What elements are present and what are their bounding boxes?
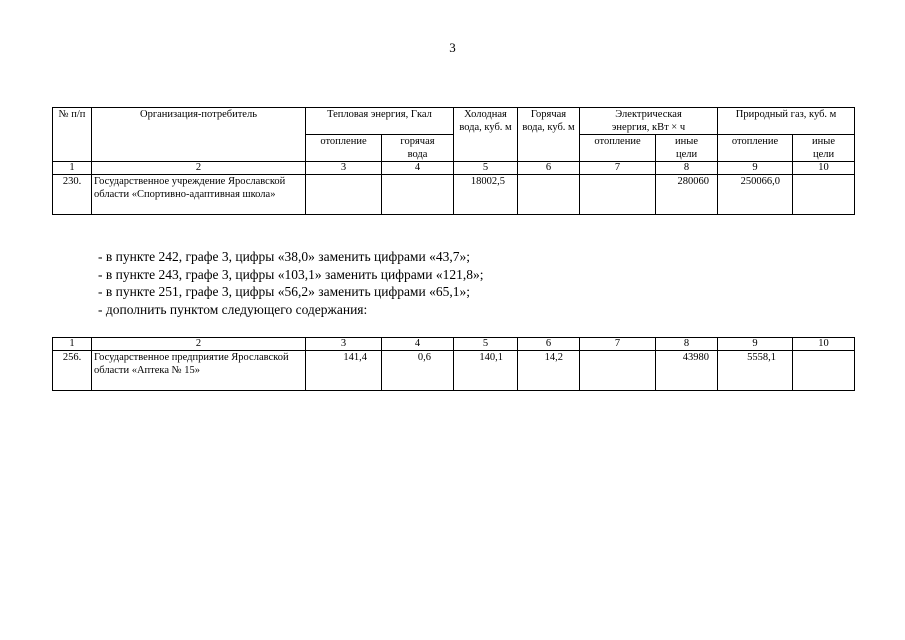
header-organization: Организация-потребитель bbox=[92, 108, 306, 162]
col-number: 6 bbox=[518, 162, 580, 175]
col-number: 10 bbox=[793, 162, 855, 175]
col-number: 5 bbox=[454, 162, 518, 175]
col-number: 7 bbox=[580, 162, 656, 175]
table-row bbox=[53, 351, 855, 391]
cell-heat-hot-water bbox=[382, 175, 454, 215]
addition-table bbox=[52, 337, 855, 391]
row-organization: Государственное учреждение Ярославской области «Спортивно-адаптивная школа» bbox=[92, 175, 306, 215]
cell-gas-other bbox=[793, 351, 855, 391]
row-organization: Государственное предприятие Ярославской области «Аптека № 15» bbox=[92, 351, 306, 391]
amendment-line: - дополнить пунктом следующего содержания: bbox=[98, 301, 368, 317]
header-cold-water: Холодная вода, куб. м bbox=[454, 108, 518, 162]
col-number: 9 bbox=[718, 162, 793, 175]
col-number: 2 bbox=[92, 338, 306, 351]
column-number-row bbox=[53, 162, 855, 175]
col-number: 3 bbox=[306, 162, 382, 175]
header-electric-other: иные цели bbox=[656, 135, 718, 162]
col-number: 6 bbox=[518, 338, 580, 351]
col-number: 1 bbox=[53, 338, 92, 351]
col-number: 2 bbox=[92, 162, 306, 175]
col-number: 1 bbox=[53, 162, 92, 175]
cell-cold-water: 140,1 bbox=[454, 351, 518, 391]
row-number: 230. bbox=[53, 175, 92, 215]
col-number: 4 bbox=[382, 162, 454, 175]
header-gas-heating: отопление bbox=[718, 135, 793, 162]
header-natural-gas: Природный газ, куб. м bbox=[718, 108, 855, 135]
cell-heat-hot-water: 0,6 bbox=[382, 351, 454, 391]
cell-electric-other: 280060 bbox=[656, 175, 718, 215]
column-number-row bbox=[53, 338, 855, 351]
col-number: 3 bbox=[306, 338, 382, 351]
header-electric-energy: Электрическая энергия, кВт × ч bbox=[580, 108, 718, 135]
col-number: 8 bbox=[656, 162, 718, 175]
cell-electric-heating bbox=[580, 175, 656, 215]
col-number: 4 bbox=[382, 338, 454, 351]
row-number: 256. bbox=[53, 351, 92, 391]
header-hot-water: Горячая вода, куб. м bbox=[518, 108, 580, 162]
header-heat-energy: Тепловая энергия, Гкал bbox=[306, 108, 454, 135]
table-row bbox=[53, 175, 855, 215]
cell-heat-heating bbox=[306, 175, 382, 215]
cell-gas-other bbox=[793, 175, 855, 215]
cell-gas-heating: 5558,1 bbox=[718, 351, 793, 391]
col-number: 7 bbox=[580, 338, 656, 351]
amendments-list bbox=[98, 248, 483, 318]
amendment-line: - в пункте 243, графе 3, цифры «103,1» заменить цифрами «121,8»; bbox=[98, 266, 484, 282]
cell-hot-water bbox=[518, 175, 580, 215]
cell-gas-heating: 250066,0 bbox=[718, 175, 793, 215]
header-heat-hot-water: горячая вода bbox=[382, 135, 454, 162]
cell-electric-heating bbox=[580, 351, 656, 391]
header-num: № п/п bbox=[53, 108, 92, 162]
header-heat-heating: отопление bbox=[306, 135, 382, 162]
col-number: 10 bbox=[793, 338, 855, 351]
col-number: 9 bbox=[718, 338, 793, 351]
col-number: 8 bbox=[656, 338, 718, 351]
amendment-line: - в пункте 251, графе 3, цифры «56,2» заменить цифрами «65,1»; bbox=[98, 284, 470, 299]
header-electric-heating: отопление bbox=[580, 135, 656, 162]
consumption-table bbox=[52, 107, 855, 215]
header-gas-other: иные цели bbox=[793, 135, 855, 162]
cell-cold-water: 18002,5 bbox=[454, 175, 518, 215]
cell-hot-water: 14,2 bbox=[518, 351, 580, 391]
header-row-1 bbox=[53, 108, 855, 135]
cell-electric-other: 43980 bbox=[656, 351, 718, 391]
amendment-line: - в пункте 242, графе 3, цифры «38,0» заменить цифрами «43,7»; bbox=[98, 249, 470, 264]
page-number: 3 bbox=[449, 40, 456, 55]
col-number: 5 bbox=[454, 338, 518, 351]
cell-heat-heating: 141,4 bbox=[306, 351, 382, 391]
